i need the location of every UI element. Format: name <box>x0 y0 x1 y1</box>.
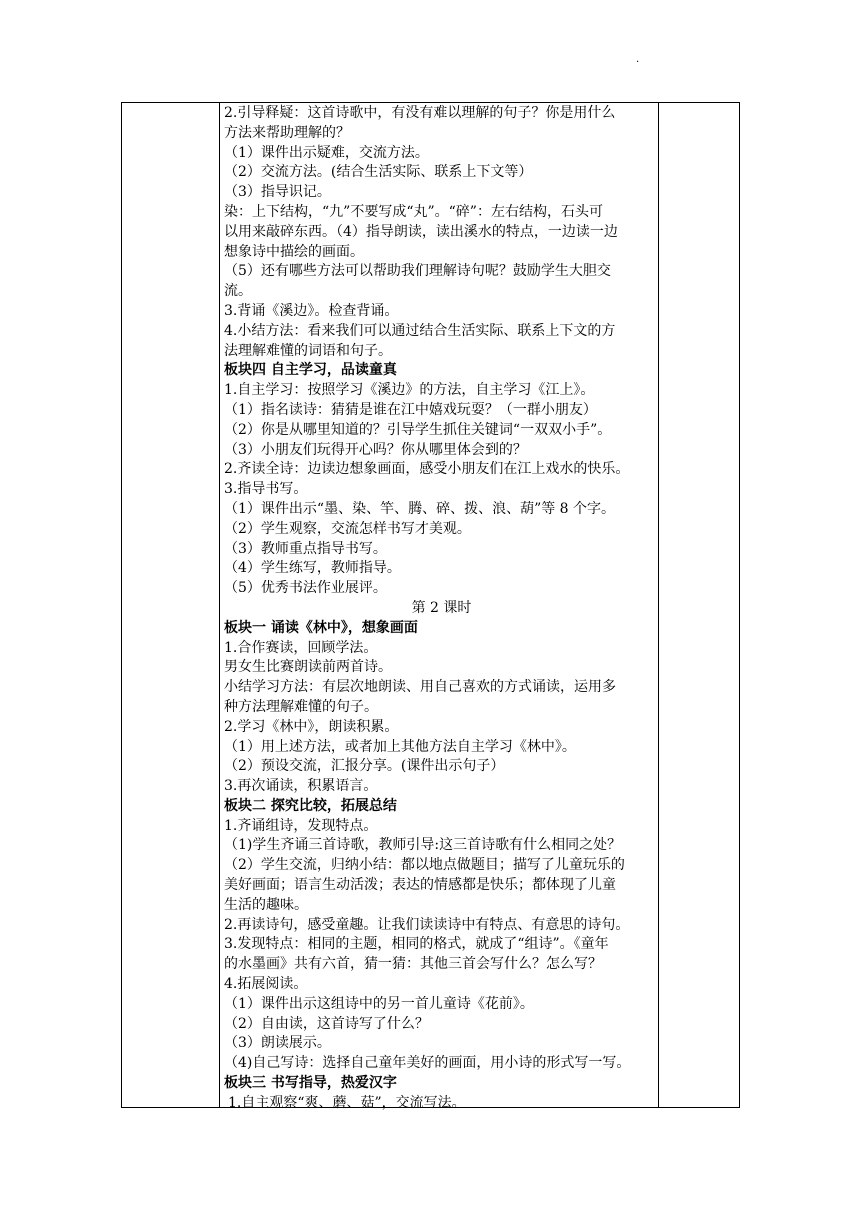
text-line: （5）优秀书法作业展评。 <box>224 580 387 597</box>
text-line: （2）交流方法。(结合生活实际、联系上下文等） <box>224 164 533 181</box>
text-line: 1.齐诵组诗，发现特点。 <box>224 817 378 834</box>
section-heading: 板块三 书写指导，热爱汉字 <box>224 1075 397 1092</box>
text-line: （1）课件出示这组诗中的另一首儿童诗《花前》。 <box>224 995 534 1012</box>
lesson-period-title: 第 2 课时 <box>411 599 472 616</box>
section-heading: 板块四 自主学习，品读童真 <box>224 362 397 379</box>
table-column-divider <box>219 103 220 1107</box>
text-line: 2.再读诗句，感受童趣。让我们读读诗中有特点、有意思的诗句。 <box>224 916 630 933</box>
text-line: （1）用上述方法，或者加上其他方法自主学习《林中》。 <box>224 738 576 755</box>
text-line: 1.自主学习：按照学习《溪边》的方法，自主学习《江上》。 <box>224 382 595 399</box>
text-line: 以用来敲碎东西。（4）指导朗读，读出溪水的特点，一边读一边 <box>224 223 618 240</box>
text-line: （2）自由读，这首诗写了什么？ <box>224 1015 429 1032</box>
text-line: 染：上下结构，“九”不要写成“丸”。“碎”：左右结构，石头可 <box>224 203 603 220</box>
text-line: （2）你是从哪里知道的？引导学生抓住关键词“一双双小手”。 <box>224 421 612 438</box>
text-line: 3.再次诵读，积累语言。 <box>224 778 378 795</box>
text-line: （1）课件出示疑难，交流方法。 <box>224 144 429 161</box>
text-line: （3）小朋友们玩得开心吗？你从哪里体会到的？ <box>224 441 527 458</box>
text-line: （3）指导识记。 <box>224 184 331 201</box>
text-line: 美好画面；语言生动活泼；表达的情感都是快乐；都体现了儿童 <box>224 877 616 894</box>
text-line: 4.小结方法：看来我们可以通过结合生活实际、联系上下文的方 <box>224 322 616 339</box>
text-line: 2.引导释疑：这首诗歌中，有没有难以理解的句子？你是用什么 <box>224 105 616 121</box>
text-line: （2）预设交流，汇报分享。(课件出示句子） <box>224 758 505 775</box>
text-line: （5）还有哪些方法可以帮助我们理解诗句呢？鼓励学生大胆交 <box>224 263 611 280</box>
lesson-content-cell <box>224 104 659 1114</box>
text-line: （1）指名读诗：猜猜是谁在江中嬉戏玩耍？（一群小朋友） <box>224 401 597 418</box>
text-line: 种方法理解难懂的句子。 <box>224 698 378 715</box>
text-line: 方法来帮助理解的？ <box>224 124 350 141</box>
text-line: （2）学生交流，归纳小结：都以地点做题目；描写了儿童玩乐的 <box>224 857 625 874</box>
text-line: 想象诗中描绘的画面。 <box>224 243 364 260</box>
text-line: 2.学习《林中》，朗读积累。 <box>224 718 399 735</box>
text-line: 3.发现特点：相同的主题，相同的格式，就成了“组诗”。《童年 <box>224 936 609 953</box>
text-line: 1.合作赛读，回顾学法。 <box>224 639 378 656</box>
text-line: 2.齐读全诗：边读边想象画面，感受小朋友们在江上戏水的快乐。 <box>224 461 630 478</box>
text-line: 法理解难懂的词语和句子。 <box>224 342 392 359</box>
text-line: 的水墨画》共有六首，猜一猜：其他三首会写什么？怎么写？ <box>224 956 602 973</box>
text-line: （2）学生观察，交流怎样书写才美观。 <box>224 520 471 537</box>
page-marker: · <box>636 57 640 68</box>
text-line: 3.指导书写。 <box>224 481 308 498</box>
text-line: 小结学习方法：有层次地朗读、用自己喜欢的方式诵读，运用多 <box>224 679 616 696</box>
text-line: 4.拓展阅读。 <box>224 976 308 993</box>
text-line: 生活的趣味。 <box>224 896 308 913</box>
text-line: 3.背诵《溪边》。检查背诵。 <box>224 302 399 319</box>
text-line: （3）朗读展示。 <box>224 1035 331 1052</box>
text-line: （1)学生齐诵三首诗歌，教师引导:这三首诗歌有什么相同之处？ <box>224 837 622 854</box>
text-line: 男女生比赛朗读前两首诗。 <box>224 659 392 676</box>
text-line: （3）教师重点指导书写。 <box>224 540 387 557</box>
text-line: （1）课件出示“墨、染、竿、腾、碎、拨、浪、葫”等 8 个字。 <box>224 500 616 517</box>
text-line: （4)自己写诗：选择自己童年美好的画面，用小诗的形式写一写。 <box>224 1055 631 1072</box>
text-line: 流。 <box>224 283 252 300</box>
section-heading: 板块一 诵读《林中》，想象画面 <box>224 619 418 636</box>
text-line: 1.自主观察“爽、蘑、菇”，交流写法。 <box>228 1094 466 1111</box>
section-heading: 板块二 探究比较，拓展总结 <box>224 797 397 814</box>
text-line: （4）学生练写，教师指导。 <box>224 560 401 577</box>
